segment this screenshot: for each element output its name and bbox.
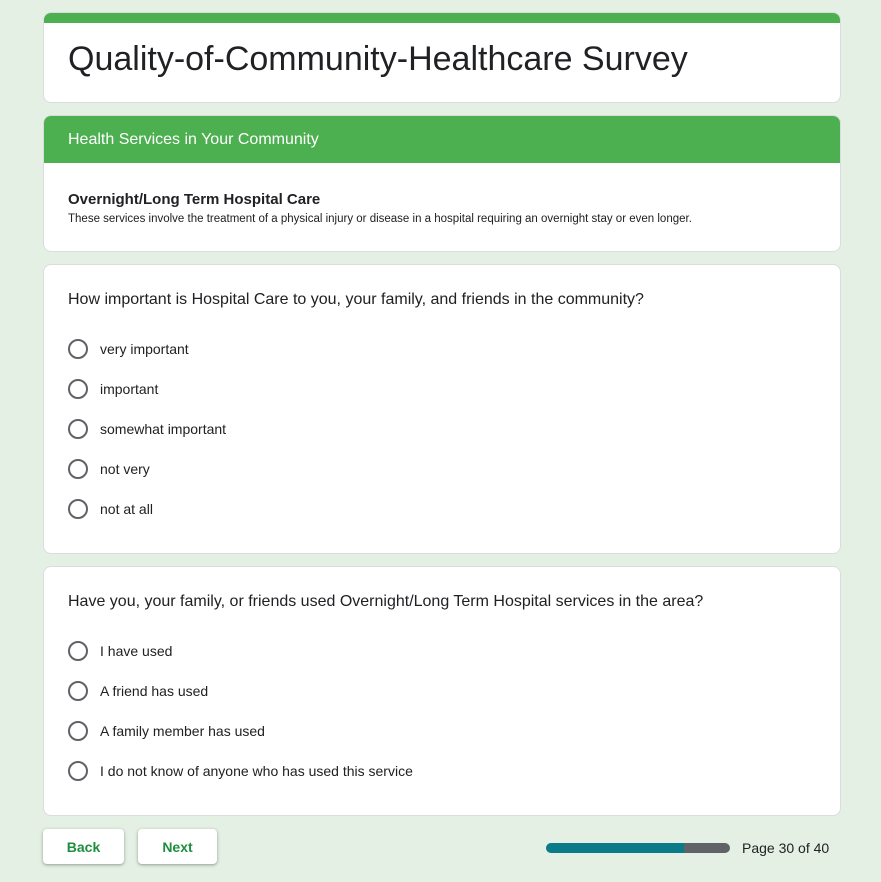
- form-title: Quality-of-Community-Healthcare Survey: [68, 40, 688, 78]
- radio-option[interactable]: [68, 641, 413, 681]
- radio-button[interactable]: [68, 419, 88, 439]
- page-indicator: Page 30 of 40: [742, 840, 830, 856]
- radio-option[interactable]: [68, 459, 226, 499]
- radio-button[interactable]: [68, 761, 88, 781]
- radio-button[interactable]: [68, 641, 88, 661]
- progress-bar: [546, 843, 730, 853]
- question-card-importance: [43, 264, 841, 554]
- section-subtitle: Overnight/Long Term Hospital Care: [68, 191, 321, 208]
- radio-option[interactable]: [68, 681, 413, 721]
- option-label: A family member has used: [100, 723, 265, 739]
- option-label: I have used: [100, 643, 173, 659]
- form-title-card: [43, 12, 841, 103]
- question-card-usage: [43, 566, 841, 816]
- option-label: somewhat important: [100, 421, 227, 437]
- option-label: important: [100, 381, 159, 397]
- section-description: These services involve the treatment of a physical injury or disease in a hospital requiring an overnight stay or even longer.: [68, 213, 692, 225]
- radio-group: [68, 641, 413, 801]
- question-text: How important is Hospital Care to you, your family, and friends in the community?: [68, 291, 644, 308]
- radio-option[interactable]: [68, 379, 226, 419]
- radio-option[interactable]: [68, 721, 413, 761]
- radio-button[interactable]: [68, 499, 88, 519]
- option-label: not very: [100, 461, 150, 477]
- radio-button[interactable]: [68, 721, 88, 741]
- section-card: [43, 115, 841, 252]
- radio-button[interactable]: [68, 681, 88, 701]
- radio-button[interactable]: [68, 339, 88, 359]
- radio-option[interactable]: [68, 419, 226, 459]
- option-label: I do not know of anyone who has used this service: [100, 763, 413, 779]
- next-button[interactable]: Next: [138, 829, 217, 864]
- radio-group: [68, 339, 226, 539]
- radio-button[interactable]: [68, 459, 88, 479]
- radio-option[interactable]: [68, 761, 413, 801]
- back-button[interactable]: Back: [43, 829, 124, 864]
- option-label: very important: [100, 341, 189, 357]
- title-accent-stripe: [44, 13, 840, 23]
- option-label: not at all: [100, 501, 153, 517]
- radio-option[interactable]: [68, 339, 226, 379]
- radio-option[interactable]: [68, 499, 226, 539]
- option-label: A friend has used: [100, 683, 209, 699]
- section-header: Health Services in Your Community: [44, 116, 840, 163]
- question-text: Have you, your family, or friends used Overnight/Long Term Hospital services in the area?: [68, 593, 704, 610]
- progress-bar-fill: [546, 843, 684, 853]
- radio-button[interactable]: [68, 379, 88, 399]
